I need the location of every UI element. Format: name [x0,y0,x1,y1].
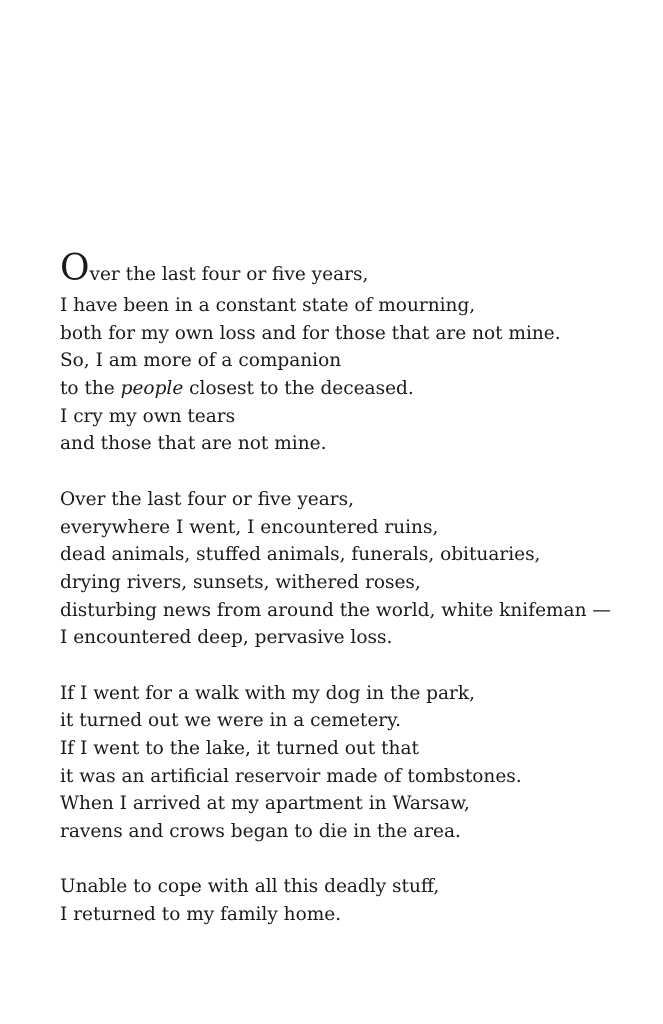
line-text: closest to the deceased. [183,378,414,400]
poem-line: both for my own loss and for those that are not mine. [60,322,561,344]
poem-line: When I arrived at my apartment in Warsaw, [60,793,470,815]
poem-line: I have been in a constant state of mourning, [60,295,476,316]
poem-line: So, I am more of a companion [60,350,342,372]
poem-line: If I went for a walk with my dog in the park, [60,682,475,704]
poem-line: I encountered deep, pervasive loss. [60,627,393,649]
poem-line: it turned out we were in a cemetery. [60,710,402,732]
poem-line: ravens and crows began to die in the area. [60,821,461,843]
poem-line: disturbing news from around the world, white knifeman — [60,599,611,621]
poem-line: I returned to my family home. [60,904,342,926]
poem-line: it was an artificial reservoir made of tombstones. [60,765,522,787]
italic-word: people [120,378,184,400]
poem-line: If I went to the lake, it turned out that [60,738,419,759]
poem-line: Unable to cope with all this deadly stuff, [60,876,440,898]
poem-line: I cry my own tears [60,405,236,427]
poem-line-with-italic [60,375,650,403]
first-line-text: ver the last four or five years, [89,264,369,285]
poem-first-line [60,248,650,289]
poem-line: everywhere I went, I encountered ruins, [60,516,439,538]
line-text: to the [60,378,121,400]
stanza-3 [60,680,650,846]
poem-line: Over the last four or five years, [60,488,354,510]
poem [60,248,650,929]
drop-cap: O [60,248,90,289]
stanza-1 [60,248,650,458]
poem-line: drying rivers, sunsets, withered roses, [60,571,421,593]
stanza-2 [60,486,650,652]
poem-line: and those that are not mine. [60,433,327,455]
poem-line: dead animals, stuffed animals, funerals, obituaries, [60,544,541,566]
stanza-4 [60,873,650,928]
